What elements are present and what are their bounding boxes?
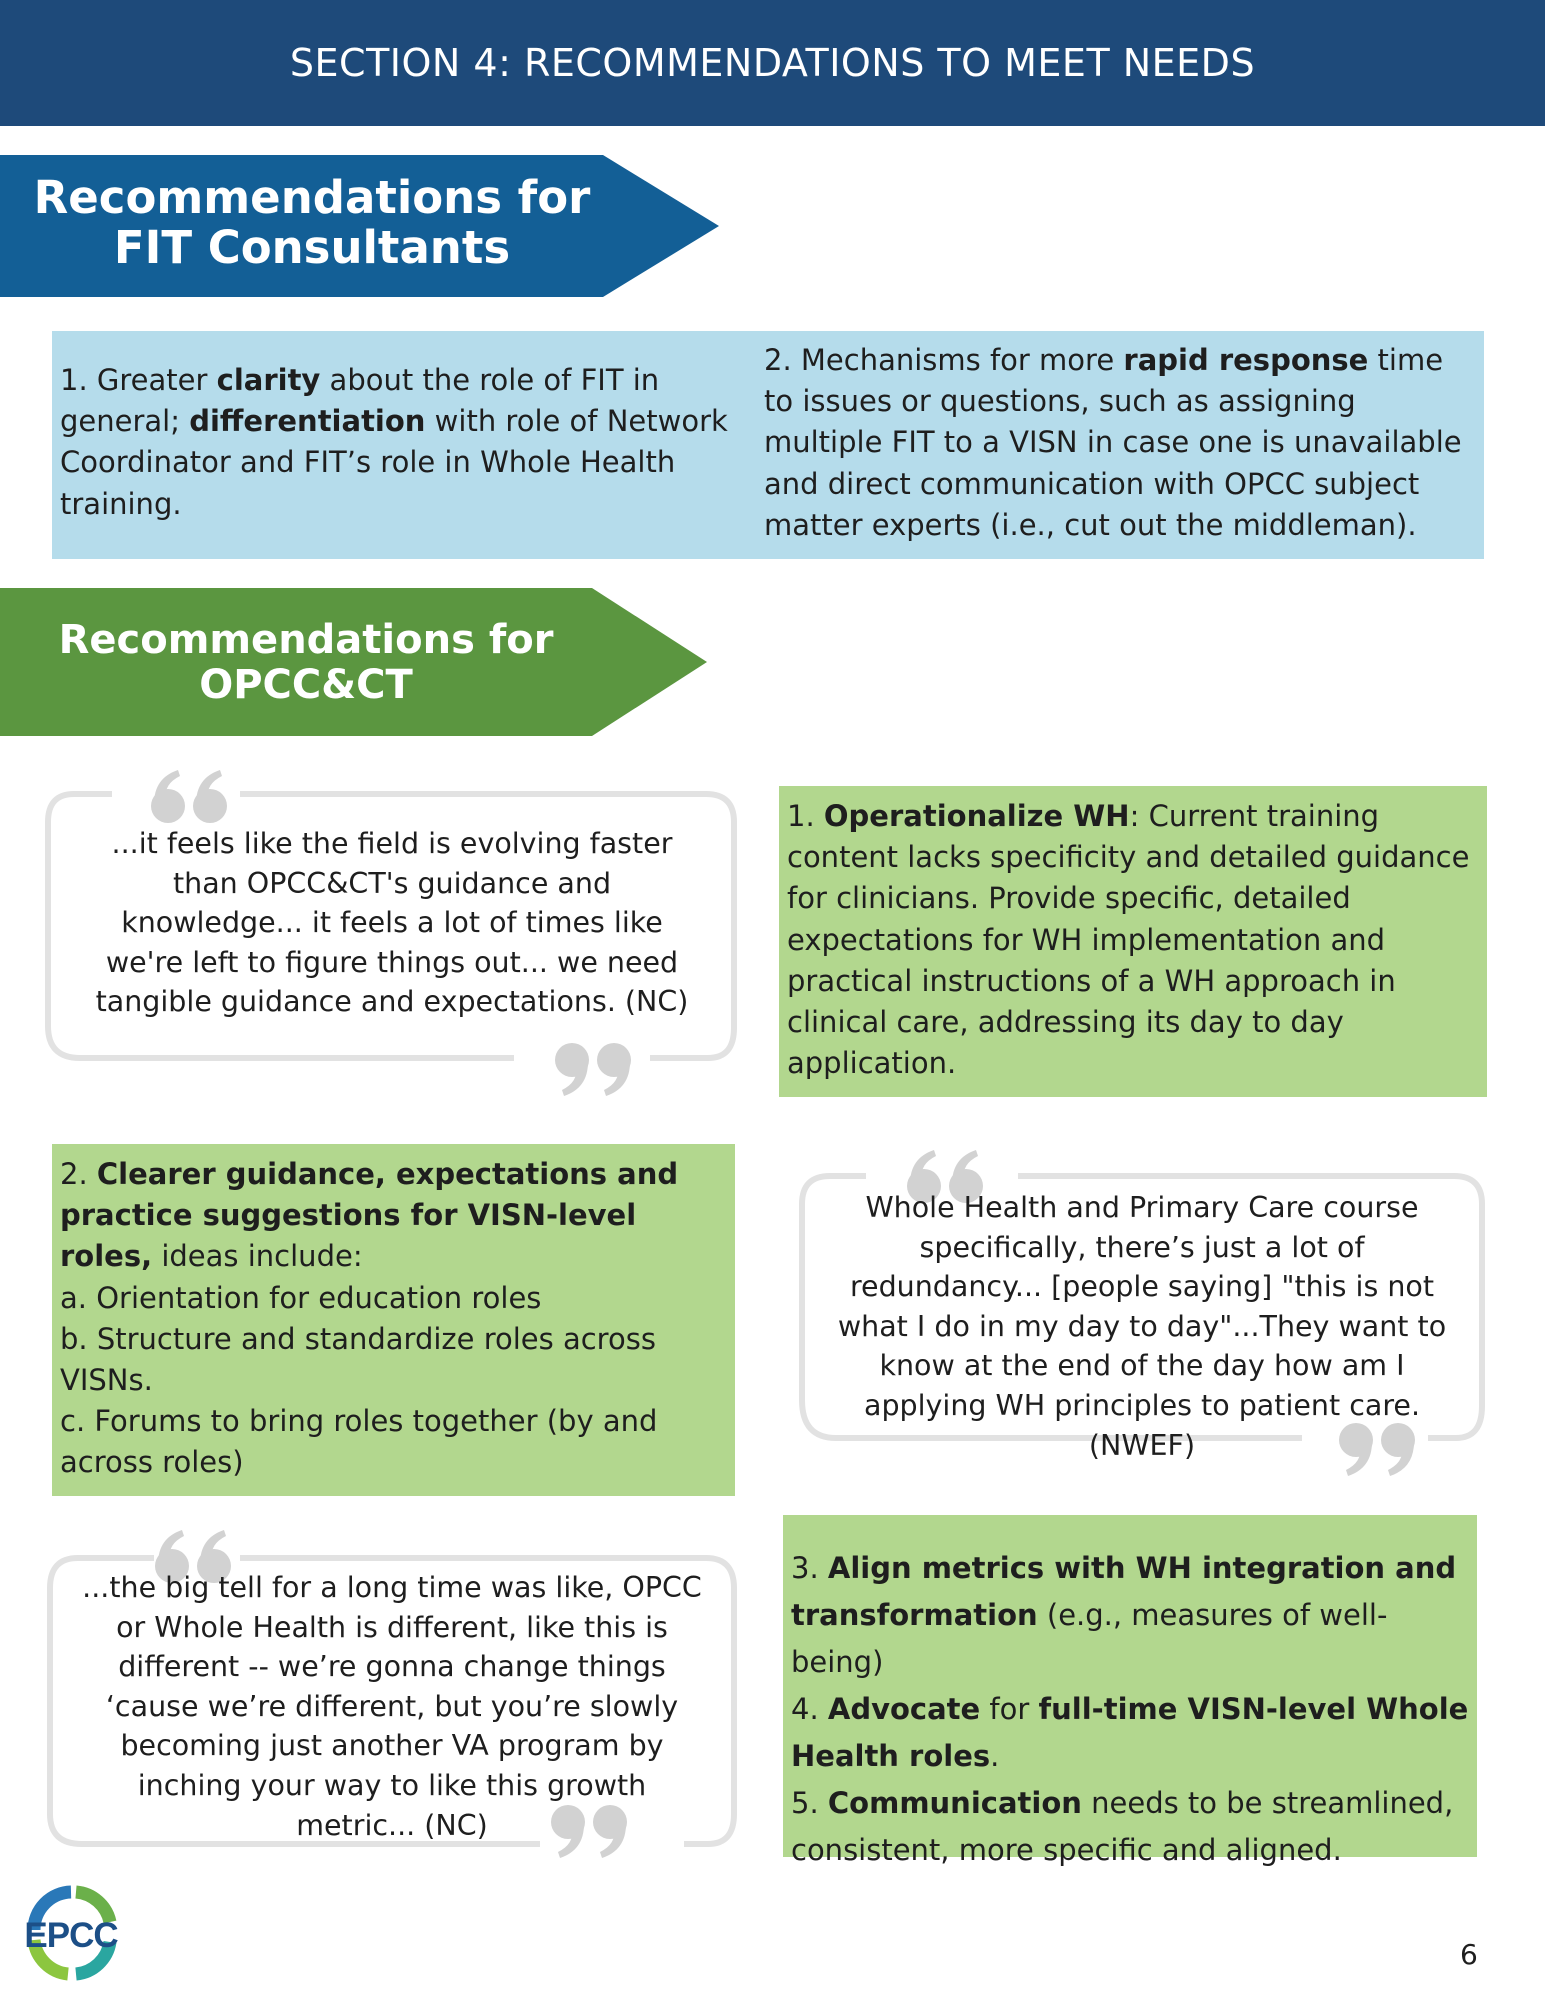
opcc-section-arrow [0, 588, 710, 736]
quote-bubble-3 [44, 1524, 740, 1860]
quote-2-text: Whole Health and Primary Care course specifically, there’s just a lot of redundancy... [people saying] "this is not what I do in my day to day"...They want to know at the end of the day how am I applying WH principles to patient care. (NWEF) [837, 1191, 1447, 1462]
opcc-rec-3-5-box [783, 1515, 1477, 1867]
opcc-rec-1-box: 1. Operationalize WH: Current training content lacks specificity and detailed guidance for clinicians. Provide specific, detailed expectations for WH implementation and practical instructions of a WH approach in clinical care, addressing its day to day application. [779, 786, 1487, 1097]
opcc-rec-5: 5. Communication needs to be streamlined, consistent, more specific and aligned. [791, 1785, 1454, 1867]
opcc-rec-4: 4. Advocate for full-time VISN-level Whole Health roles. [791, 1691, 1469, 1773]
epcc-logo [18, 1878, 124, 1988]
fit-heading-line1: Recommendations for [33, 171, 591, 224]
rec-2-item-a: a. Orientation for education roles [60, 1280, 542, 1315]
quote-3-text: ...the big tell for a long time was like, OPCC or Whole Health is different, like this is different -- we’re gonna change things ‘cause we’re different, but you’re slowly becoming just another VA program by inching your way to like this growth metric... (NC) [82, 1571, 702, 1842]
fit-rec-2: 2. Mechanisms for more rapid response time to issues or questions, such as assigning multiple FIT to a VISN in case one is unavailable and direct communication with OPCC subject matter experts (i.e., cut out the middleman). [764, 343, 1462, 542]
page-number: 6 [1460, 1938, 1478, 1971]
close-quote-icon [552, 1042, 632, 1098]
opcc-heading-line1: Recommendations for [58, 617, 554, 663]
quote-bubble-2 [796, 1140, 1488, 1460]
opcc-rec-3: 3. Align metrics with WH integration and transformation (e.g., measures of well-being) [791, 1551, 1457, 1679]
header-bar [0, 0, 1545, 126]
logo-text: EPCC [24, 1916, 118, 1955]
open-quote-icon [150, 768, 230, 824]
fit-section-heading [0, 173, 624, 274]
fit-heading-line2: FIT Consultants [113, 221, 511, 275]
opcc-heading-line2: OPCC&CT [199, 661, 413, 708]
operationalize-wh-label: Operationalize WH [823, 799, 1130, 833]
rec-2-item-c: c. Forums to bring roles together (by and across roles) [60, 1404, 658, 1480]
quote-bubble-1 [44, 760, 740, 1080]
rec-2-item-b: b. Structure and standardize roles across VISNs. [60, 1321, 656, 1397]
opcc-rec-2-box: 2. Clearer guidance, expectations and practice suggestions for VISN-level roles, ideas include: a. Orientation for education roles b. Structure and standardize roles across VISNs. c. Forums to bring roles together (by and across roles) [52, 1144, 735, 1496]
opcc-section-heading [0, 618, 612, 708]
fit-section-arrow [0, 155, 720, 297]
fit-rec-1: 1. Greater clarity about the role of FIT in general; differentiation with role of Network Coordinator and FIT’s role in Whole Health training. [60, 363, 728, 521]
quote-1-text: ...it feels like the field is evolving faster than OPCC&CT's guidance and knowledge... it feels a lot of times like we're left to figure things out... we need tangible guidance and expectations. (NC) [95, 827, 689, 1019]
page-title: SECTION 4: RECOMMENDATIONS TO MEET NEEDS [289, 41, 1256, 85]
